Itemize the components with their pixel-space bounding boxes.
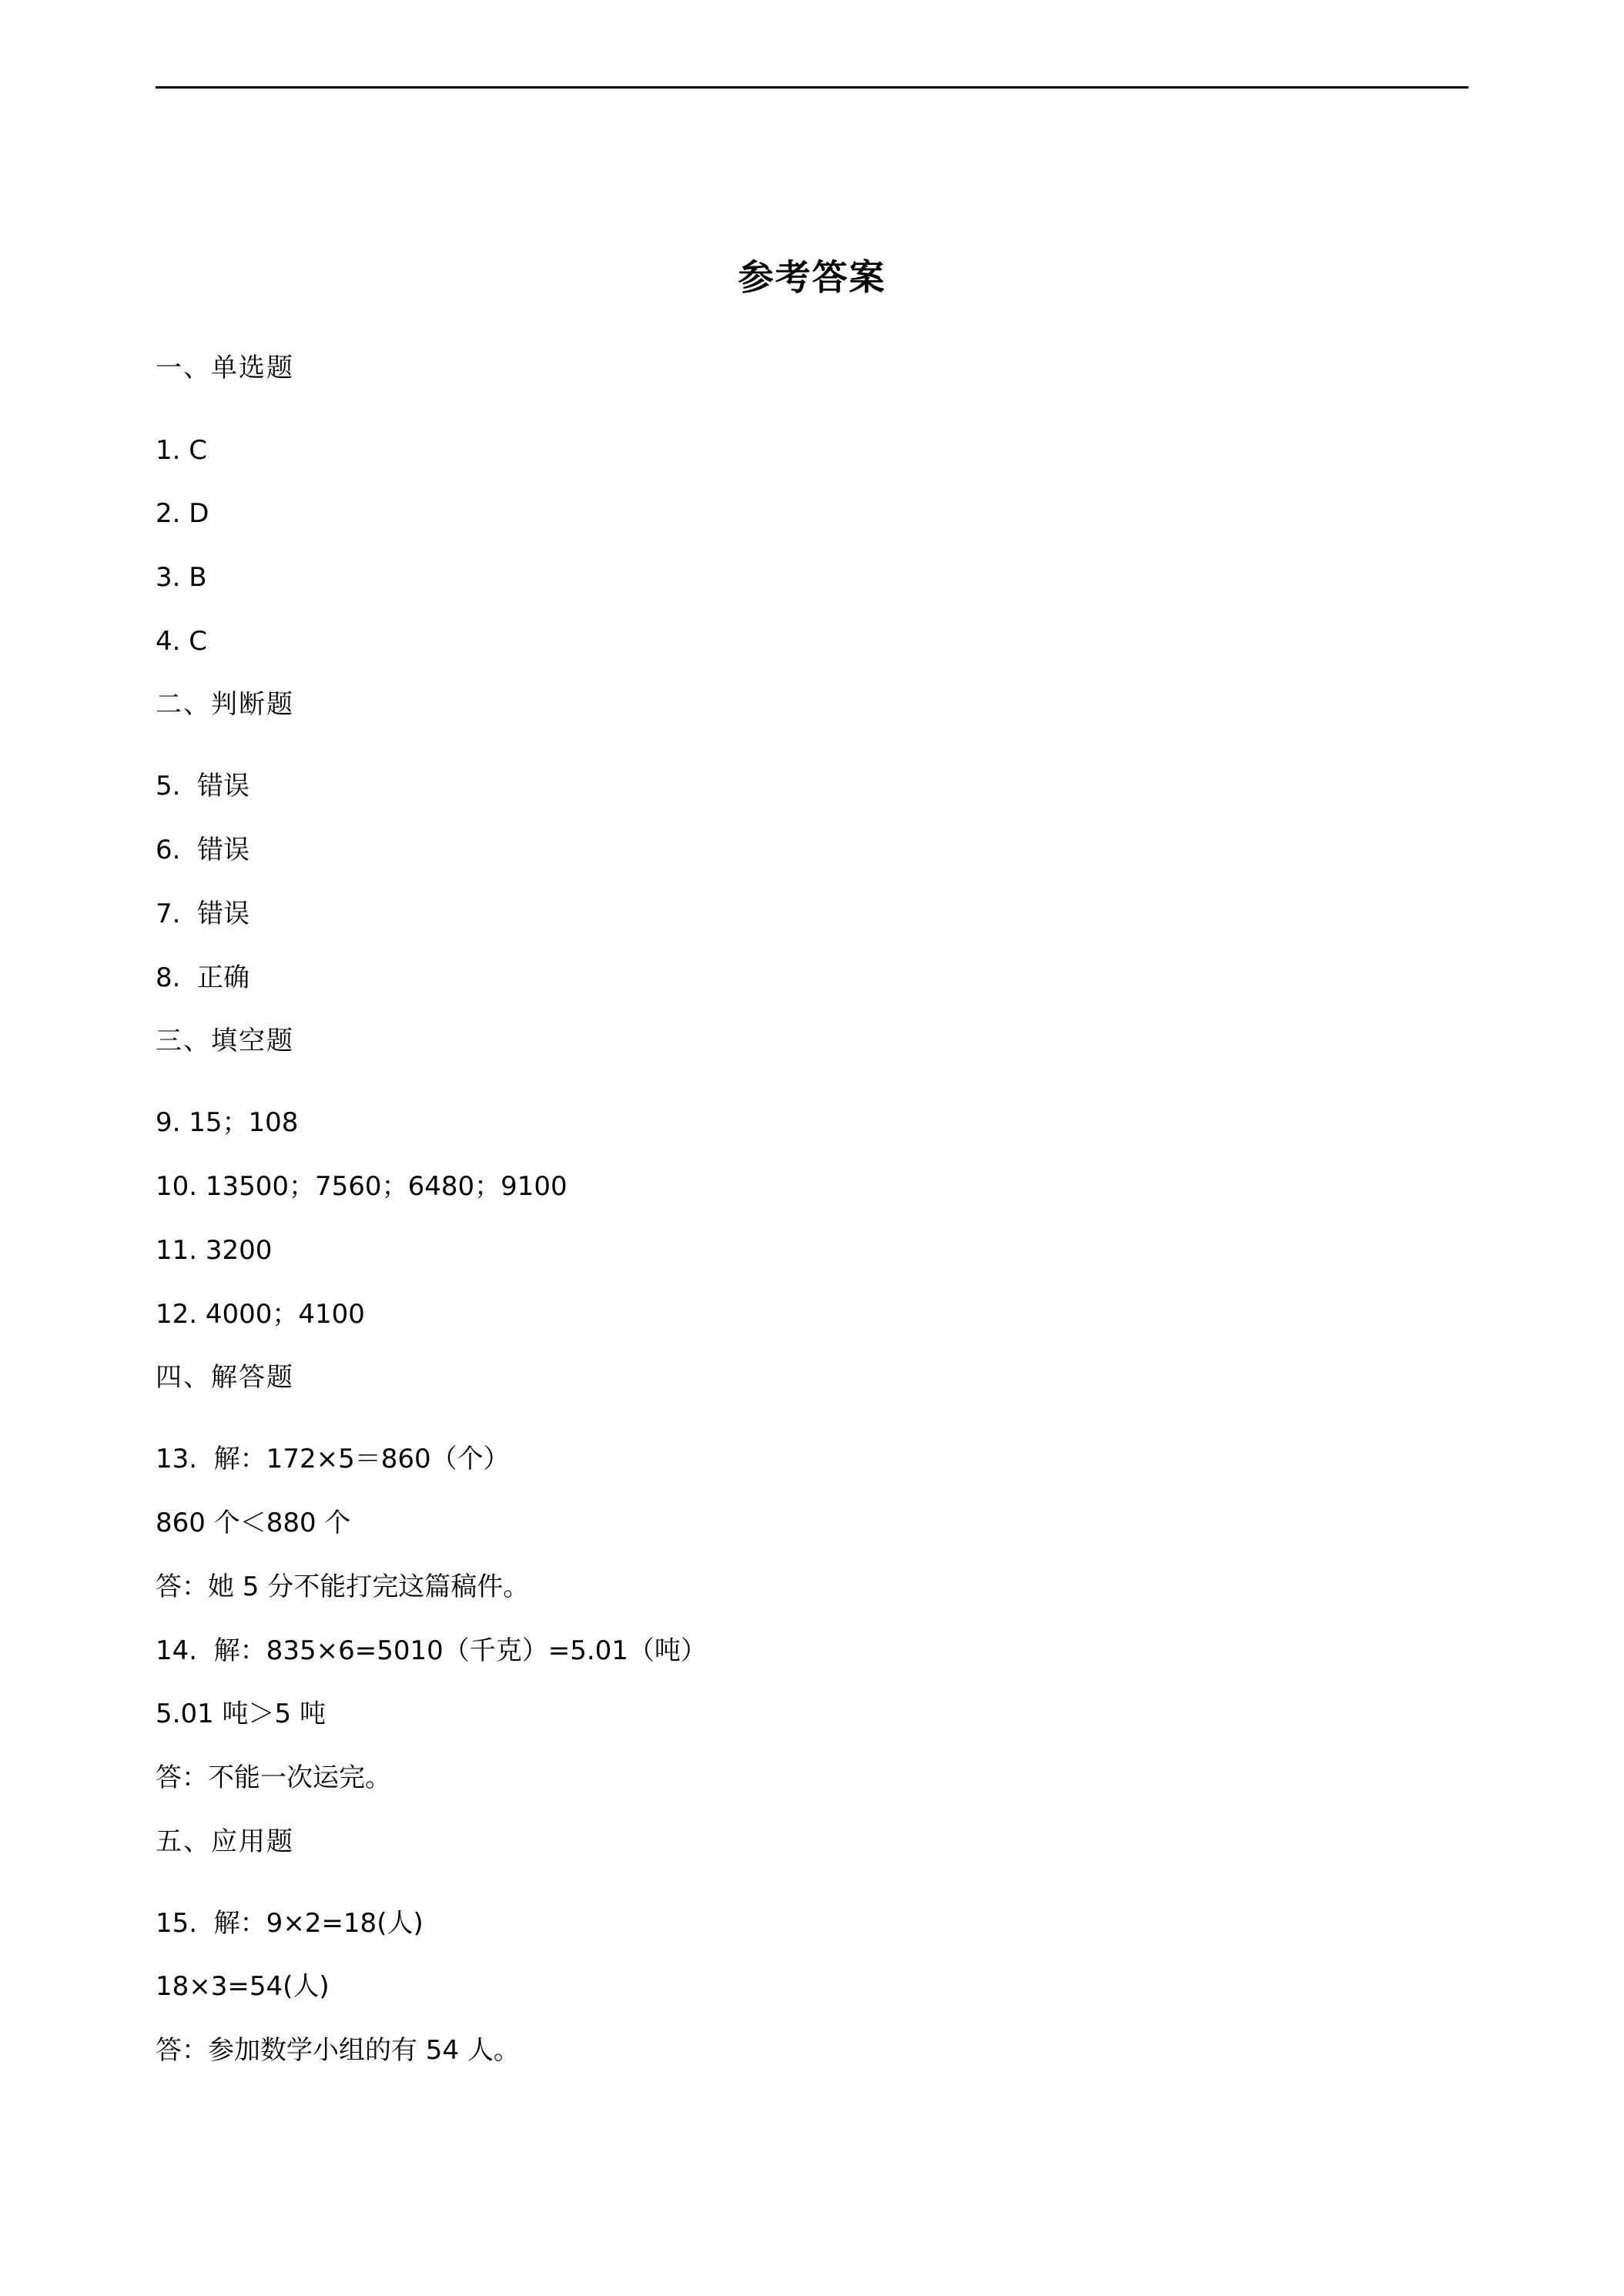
answer-line-8: 8. 正确 — [156, 962, 250, 993]
answer-line-6: 6. 错误 — [156, 835, 250, 865]
answer-line-13-compare: 860 个＜880 个 — [156, 1508, 351, 1538]
answer-line-7: 7. 错误 — [156, 899, 250, 929]
answer-line-15: 15. 解：9×2=18(人) — [156, 1908, 424, 1939]
answer-line-5: 5. 错误 — [156, 771, 250, 802]
section-heading-solutions: 四、解答题 — [156, 1362, 294, 1393]
header-rule — [156, 86, 1468, 89]
answer-line-3: 3. B — [156, 562, 207, 593]
answer-line-13: 13. 解：172×5＝860（个） — [156, 1444, 510, 1474]
section-heading-true-false: 二、判断题 — [156, 689, 294, 720]
answer-line-15-conclusion: 答：参加数学小组的有 54 人。 — [156, 2035, 520, 2066]
answer-line-10: 10. 13500；7560；6480；9100 — [156, 1171, 568, 1202]
answer-line-11: 11. 3200 — [156, 1235, 273, 1266]
answer-line-2: 2. D — [156, 498, 209, 529]
answer-line-4: 4. C — [156, 626, 207, 657]
answer-line-14: 14. 解：835×6=5010（千克）=5.01（吨） — [156, 1635, 707, 1666]
answer-line-12: 12. 4000；4100 — [156, 1299, 365, 1330]
answer-line-13-conclusion: 答：她 5 分不能打完这篇稿件。 — [156, 1571, 530, 1602]
section-heading-fill-blank: 三、填空题 — [156, 1026, 294, 1056]
section-heading-applications: 五、应用题 — [156, 1826, 294, 1857]
section-heading-single-choice: 一、单选题 — [156, 353, 294, 383]
answer-line-14-conclusion: 答：不能一次运完。 — [156, 1762, 391, 1793]
answer-line-1: 1. C — [156, 435, 207, 466]
answer-line-15-step2: 18×3=54(人) — [156, 1971, 330, 2002]
page-title: 参考答案 — [738, 256, 886, 298]
answer-line-14-compare: 5.01 吨＞5 吨 — [156, 1699, 326, 1729]
answer-line-9: 9. 15；108 — [156, 1107, 299, 1138]
